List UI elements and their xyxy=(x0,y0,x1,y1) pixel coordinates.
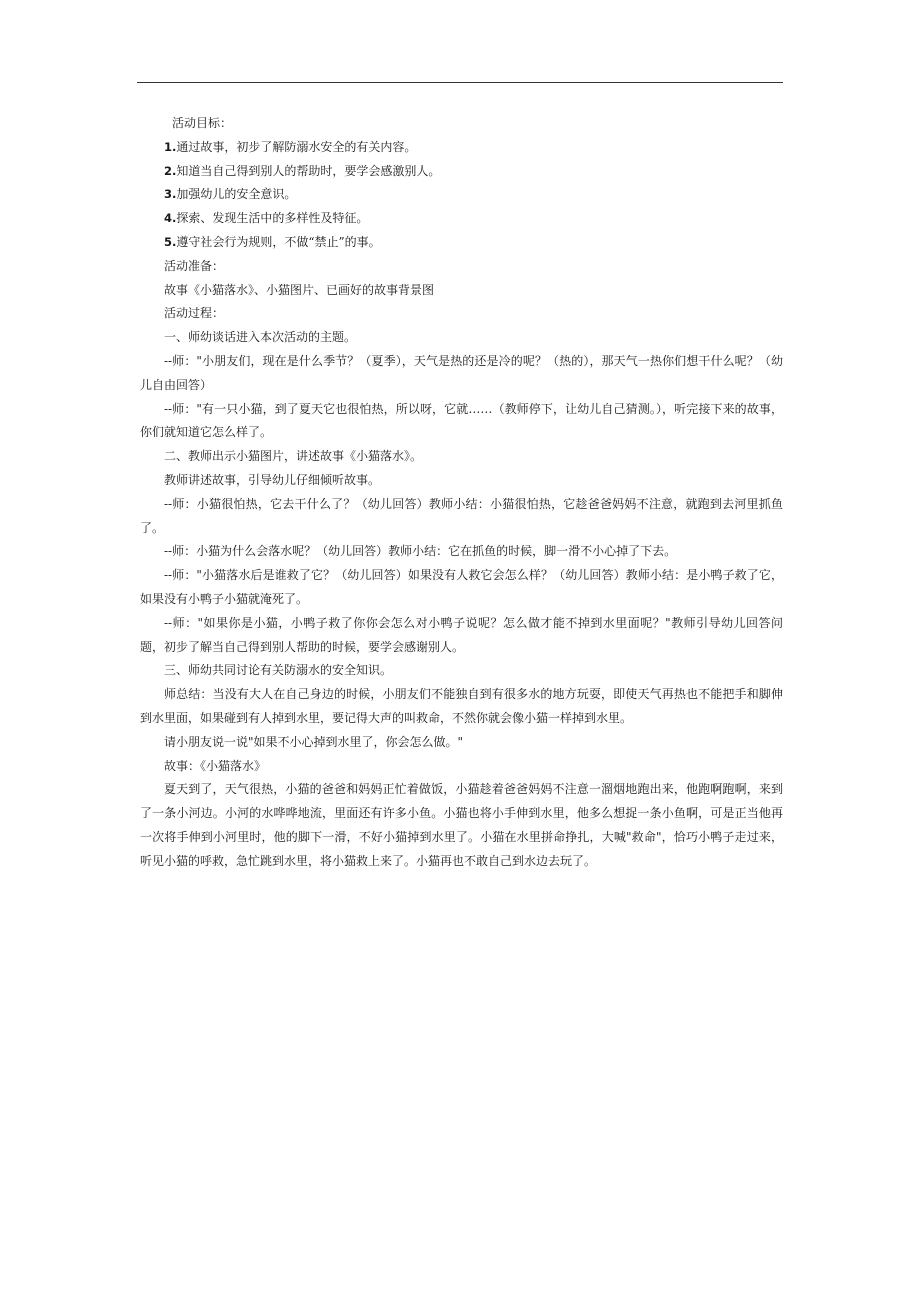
story-text: 夏天到了，天气很热，小猫的爸爸和妈妈正忙着做饭，小猫趁着爸爸妈妈不注意一溜烟地跑出来，他跑啊跑啊，来到了一条小河边。小河的水哗哗地流，里面还有许多小鱼。小猫也将小手伸到水里，他多么想捉一条小鱼啊，可是正当他再一次将手伸到小河里时，他的脚下一滑，不好小猫掉到水里了。小猫在水里拼命挣扎，大喊"救命"，恰巧小鸭子走过来，听见小猫的呼救，急忙跳到水里，将小猫救上来了。小猫再也不敢自己到水边去玩了。 xyxy=(140,782,783,868)
goal-text: 探索、发现生活中的多样性及特征。 xyxy=(176,211,369,226)
paragraph: 师总结：当没有大人在自己身边的时候，小朋友们不能独自到有很多水的地方玩耍，即使天气再热也不能把手和脚伸到水里面，如果碰到有人掉到水里，要记得大声的叫救命，不然你就会像小猫一样掉到水里。 xyxy=(140,687,783,725)
header-rule xyxy=(137,82,783,83)
goal-number: 1. xyxy=(164,139,177,154)
goals-heading: 活动目标： xyxy=(172,116,233,130)
paragraph: 教师讲述故事，引导幼儿仔细倾听故事。 xyxy=(164,472,381,487)
goal-item xyxy=(140,136,783,160)
goal-number: 2. xyxy=(164,163,177,178)
goal-number: 3. xyxy=(164,187,177,202)
paragraph: 二、教师出示小猫图片，讲述故事《小猫落水》。 xyxy=(164,449,423,464)
goal-text: 遵守社会行为规则，不做“禁止”的事。 xyxy=(176,234,381,249)
paragraph: 三、师幼共同讨论有关防溺水的安全知识。 xyxy=(164,663,393,678)
goal-item xyxy=(140,183,783,207)
paragraph: --师："如果你是小猫，小鸭子救了你你会怎么对小鸭子说呢？怎么做才能不掉到水里面呢？"教师引导幼儿回答问题，初步了解当自己得到别人帮助的时候，要学会感谢别人。 xyxy=(140,615,783,654)
goal-text: 加强幼儿的安全意识。 xyxy=(176,187,297,202)
paragraph: --师："小猫落水后是谁救了它？（幼儿回答）如果没有人救它会怎么样？（幼儿回答）教师小结：是小鸭子救了它，如果没有小鸭子小猫就淹死了。 xyxy=(140,568,783,606)
paragraph: 一、师幼谈话进入本次活动的主题。 xyxy=(164,330,357,345)
paragraph: --师：小猫为什么会落水呢？（幼儿回答）教师小结：它在抓鱼的时候，脚一滑不小心掉了下去。 xyxy=(164,544,677,559)
goal-text: 知道当自己得到别人的帮助时，要学会感激别人。 xyxy=(176,163,441,178)
paragraph: --师：小猫很怕热，它去干什么了？（幼儿回答）教师小结：小猫很怕热，它趁爸爸妈妈不注意，就跑到去河里抓鱼了。 xyxy=(140,496,783,535)
goal-item xyxy=(140,207,783,231)
prep-heading: 活动准备： xyxy=(164,258,225,273)
goal-number: 4. xyxy=(164,211,177,226)
goal-number: 5. xyxy=(164,234,177,249)
paragraph: --师："有一只小猫，到了夏天它也很怕热，所以呀，它就……（教师停下，让幼儿自己猜测。），听完接下来的故事，你们就知道它怎么样了。 xyxy=(140,401,783,440)
paragraph: 请小朋友说一说"如果不小心掉到水里了，你会怎么做。" xyxy=(164,734,464,749)
goal-item xyxy=(140,231,783,255)
goal-item xyxy=(140,160,783,184)
story-title: 故事：《小猫落水》 xyxy=(164,758,267,773)
paragraph: --师："小朋友们，现在是什么季节？（夏季），天气是热的还是冷的呢？（热的），那天气一热你们想干什么呢？（幼儿自由回答） xyxy=(140,353,783,392)
process-heading: 活动过程： xyxy=(164,306,225,321)
goal-text: 通过故事，初步了解防溺水安全的有关内容。 xyxy=(176,139,417,154)
document-body xyxy=(140,112,783,874)
prep-text: 故事《小猫落水》、小猫图片、已画好的故事背景图 xyxy=(164,282,435,297)
